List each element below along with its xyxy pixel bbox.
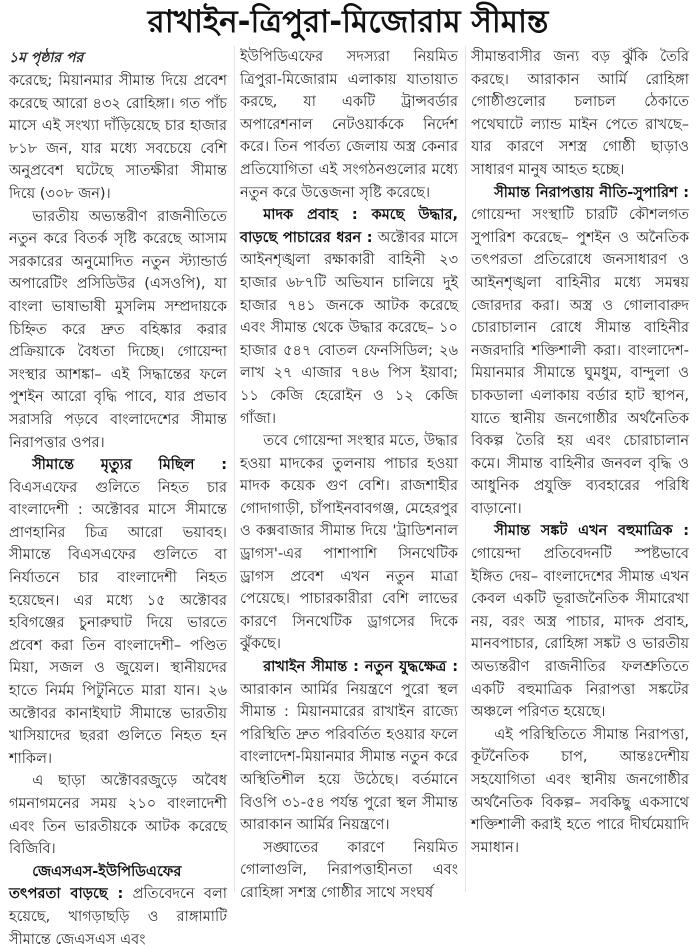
subheading: রাখাইন সীমান্ত : নতুন যুদ্ধক্ষেত্র : [263, 659, 458, 676]
paragraph [9, 861, 227, 951]
paragraph [471, 520, 689, 723]
paragraph: ইউপিডিএফের সদস্যরা নিয়মিত ত্রিপুরা-মিজোরাম এলাকায় যাতায়াত করছে, যা একটি ট্রান্সবর্ডার অপারেশনাল নেটওয়ার্ককে নির্দেশ করে। তিন পার্বত্য জেলায় অস্ত্র কেনার প্রতিযোগিতা এই সংগঠনগুলোর মধ্যে নতুন করে উত্তেজনা সৃষ্টি করেছে। [240, 49, 458, 201]
paragraph-text: গোয়েন্দা প্রতিবেদনটি স্পষ্টভাবে ইঙ্গিত দেয়– বাংলাদেশের সীমান্ত এখন কেবল একটি ভূরাজনৈতিক সীমারেখা নয়, বরং অস্ত্র পাচার, মাদক প্রবাহ, মানবপাচার, রোহিঙ্গা সঙ্কট ও ভারতীয় অভ্যন্তরীণ রাজনীতির ফলশ্রুতিতে একটি বহুমাত্রিক নিরাপত্তা সঙ্কটের অঞ্চলে পরিণত হয়েছে। [471, 546, 689, 721]
paragraph: করেছে; মিয়ানমার সীমান্ত দিয়ে প্রবেশ করেছে আরো ৪৩২ রোহিঙ্গা। গত পাঁচ মাসে এই সংখ্যা দাঁড়িয়েছে চার হাজার ৮১৮ জন, যার মধ্যে সবচেয়ে বেশি অনুপ্রবেশ ঘটেছে সাতক্ষীরা সীমান্ত দিয়ে (৩০৮ জন)। [9, 73, 227, 202]
continued-from-page-kicker: ১ম পৃষ্ঠার পর [9, 50, 84, 66]
paragraph-text: বিএসএফের গুলিতে নিহত চার বাংলাদেশী : অক্টোবর মাসে সীমান্তে প্রাণহানির চিত্র আরো ভয়াবহ। সীমান্তে বিএসএফের গুলিতে বা নির্যাতনে চার বাংলাদেশী নিহত হয়েছেন। এর মধ্যে ১৫ অক্টোবর হবিগঞ্জের চুনারুঘাট দিয়ে ভারতে প্রবেশ করা তিন বাংলাদেশী– পণ্ডিত মিয়া, সজল ও জুয়েল। স্থানীয়দের হাতে নির্মম পিটুনিতে মারা যান। ২৬ অক্টোবর কানাইঘাট সীমান্তে ভারতীয় খাসিয়াদের ছররা গুলিতে নিহত হন শাকিল। [9, 479, 227, 767]
paragraph: এই পরিস্থিতিতে সীমান্ত নিরাপত্তা, কূটনৈতিক চাপ, আন্তঃদেশীয় সহযোগিতা এবং স্থানীয় জনগোষ্ঠীর অর্থনৈতিক বিকল্প– সবকিছু একসাথে শক্তিশালী করাই হতে পারে দীর্ঘমেয়াদি সমাধান। [471, 726, 689, 856]
paragraph: সঙ্ঘাতের কারণে নিয়মিত গোলাগুলি, নিরাপত্তাহীনতা এবং রোহিঙ্গা সশস্ত্র গোষ্ঠীর সাথে সংঘর্ষ [240, 839, 458, 901]
article-column-2 [240, 46, 458, 905]
paragraph [9, 454, 227, 770]
subheading: মাদক প্রবাহ : কমছে উদ্ধার, বাড়ছে পাচারের ধরন : [240, 207, 458, 246]
subheading: সীমান্ত নিরাপত্তায় নীতি-সুপারিশ : [494, 184, 689, 201]
paragraph [240, 204, 458, 430]
paragraph-text: প্রতিবেদনে বলা হয়েছে, খাগড়াছড়ি ও রাঙ্গামাটি সীমান্তে জেএসএস এবং [9, 886, 227, 948]
paragraph-text: অক্টোবর মাসে আইনশৃঙ্খলা রক্ষাকারী বাহিনী ২৩ হাজার ৬৮৭টি অভিযান চালিয়ে দুই হাজার ৭৪১ জনকে আটক করেছে এবং সীমান্ত থেকে উদ্ধার করেছে– ১০ হাজার ৫৪৭ বোতল ফেনসিডিল; ২৬ লাখ ২৭ এাজার ৭৪৬ পিস ইয়াবা; ১১ কেজি হেরোইন ও ১২ কেজি গাঁজা। [240, 229, 459, 427]
paragraph [471, 182, 689, 521]
paragraph: এ ছাড়া অক্টোবরজুড়ে অবৈধ গমনাগমনের সময় ২১০ বাংলাদেশী এবং তিন ভারতীয়কে আটক করেছে বিজিবি। [9, 773, 227, 858]
subheading: জেএসএস-ইউপিডিএফের তৎপরতা বাড়ছে : [9, 863, 182, 903]
paragraph: ভারতীয় অভ্যন্তরীণ রাজনীতিতে নতুন করে বিতর্ক সৃষ্টি করেছে আসাম সরকারের অনুমোদিত নতুন স্ট্যান্ডার্ড অপারেটিং প্রসিডিউর (এসওপি), যা বাংলা ভাষাভাষী মুসলিম সম্প্রদায়কে চিহ্নিত করে দ্রুত বহিষ্কার করার প্রক্রিয়াকে বৈধতা দিচ্ছে। গোয়েন্দা সংস্থার আশঙ্কা– এই সিদ্ধান্তের ফলে পুশইন আরো বৃদ্ধি পাবে, যার প্রভাব সরাসরি পড়বে বাংলাদেশের সীমান্ত নিরাপত্তার ওপর। [9, 208, 227, 451]
paragraph-text: গোয়েন্দা সংস্থাটি চারটি কৌশলগত সুপারিশ করেছে– পুশইন ও অনৈতিক তৎপরতা প্রতিরোধে জনসাধারণ ও আইনশৃঙ্খলা বাহিনীর মধ্যে সমন্বয় জোরদার করা। অস্ত্র ও গোলাবারুদ চোরাচালান রোধে সীমান্ত বাহিনীর নজরদারি শক্তিশালী করা। বাংলাদেশ-মিয়ানমার সীমান্তে ঘুমধুম, বান্দুলা ও চাকডালা এলাকায় বর্ডার হাট স্থাপন, যাতে স্থানীয় জনগোষ্ঠীর অর্থনৈতিক বিকল্প তৈরি হয় এবং চোরাচালান কমে। সীমান্ত বাহিনীর জনবল বৃদ্ধি ও আধুনিক প্রযুক্তি ব্যবহারের পরিধি বাড়ানো। [471, 207, 689, 517]
paragraph: তবে গোয়েন্দা সংস্থার মতে, উদ্ধার হওয়া মাদকের তুলনায় পাচার হওয়া মাদক কয়েক গুণ বেশি। রাজশাহীর গোদাগাড়ী, চাঁপাইনবাবগঞ্জ, মেহেরপুর ও কক্সবাজার সীমান্ত দিয়ে 'ট্রাডিশনাল ড্রাগস'-এর পাশাপাশি সিনথেটিক ড্রাগস প্রবেশ এখন নতুন মাত্রা পেয়েছে। পাচারকারীরা বেশি লাভের কারণে সিনথেটিক ড্রাগসের দিকে ঝুঁকছে। [240, 433, 458, 653]
paragraph: সীমান্তবাসীর জন্য বড় ঝুঁকি তৈরি করছে। আরাকান আর্মি রোহিঙ্গা গোষ্ঠীগুলোর চলাচল ঠেকাতে পথেঘাটে ল্যান্ড মাইন পেতে রাখছে– যার কারণে সশস্ত্র গোষ্ঠী ছাড়াও সাধারণ মানুষ আহত হচ্ছে। [471, 49, 689, 178]
paragraph [240, 656, 458, 837]
column-divider [465, 46, 466, 892]
headline: রাখাইন-ত্রিপুরা-মিজোরাম সীমান্ত [147, 4, 549, 40]
subheading: সীমান্তে মৃত্যুর মিছিল : [32, 457, 227, 474]
subheading: সীমান্ত সঙ্কট এখন বহুমাত্রিক : [494, 523, 689, 540]
article-column-1 [9, 46, 227, 951]
article-column-3 [471, 46, 689, 859]
column-divider [234, 46, 235, 892]
paragraph-text: আরাকান আর্মির নিয়ন্ত্রণে পুরো স্থল সীমান্ত : মিয়ানমারের রাখাইন রাজ্যে পরিস্থিতি দ্রুত পরিবর্তিত হওয়ার ফলে বাংলাদেশ-মিয়ানমার সীমান্ত নতুন করে অস্থিতিশীল হয়ে উঠেছে। বর্তমানে বিওপি ৩১-৫৪ পর্যন্ত পুরো স্থল সীমান্ত আরাকান আর্মির নিয়ন্ত্রণে। [240, 681, 458, 834]
